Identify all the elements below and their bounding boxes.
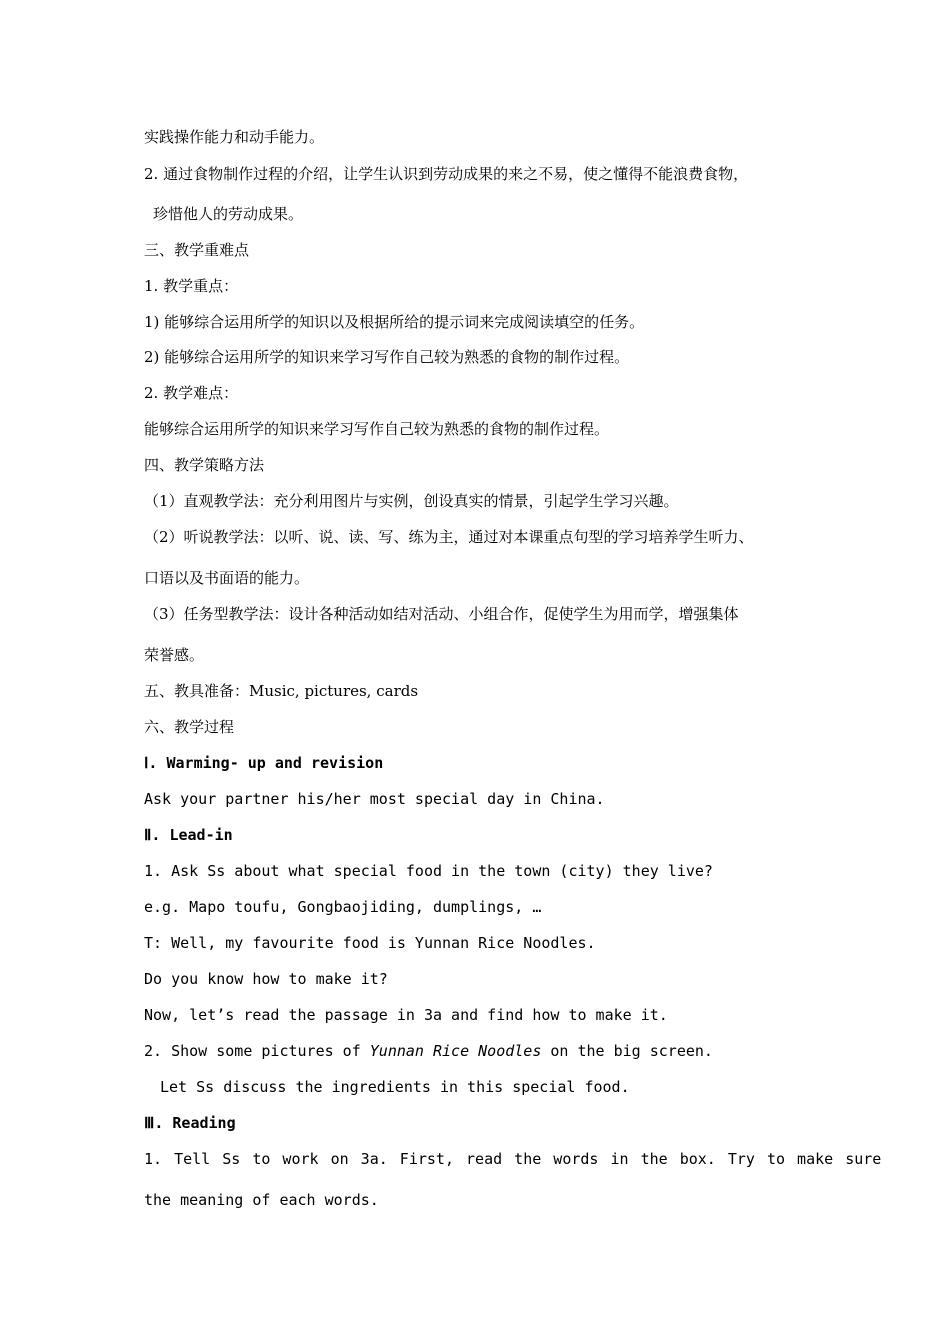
step-3-item-1-cont: the meaning of each words. [144, 1191, 379, 1209]
objective-2: 2. 通过食物制作过程的介绍，让学生认识到劳动成果的来之不易，使之懂得不能浪费食物， [144, 165, 749, 183]
section-heading-4: 四、教学策略方法 [144, 456, 265, 474]
step-2-heading: Ⅱ. Lead-in [144, 826, 233, 844]
step-3-heading: Ⅲ. Reading [144, 1114, 236, 1132]
section-heading-3: 三、教学重难点 [144, 241, 250, 259]
step-3-item-1: 1. Tell Ss to work on 3a. First, read the words in the box. Try to make sure [144, 1150, 882, 1168]
item-2-text-italic: Yunnan Rice Noodles [369, 1042, 542, 1060]
step-1-heading: Ⅰ. Warming- up and revision [144, 754, 384, 772]
section-heading-5: 五、教具准备：Music, pictures, cards [144, 682, 419, 700]
section-heading-6: 六、教学过程 [144, 718, 235, 736]
difficult-points-heading: 2. 教学难点： [144, 384, 239, 402]
strategy-2-cont: 口语以及书面语的能力。 [144, 569, 310, 587]
strategy-1: （1）直观教学法：充分利用图片与实例，创设真实的情景，引起学生学习兴趣。 [144, 492, 679, 510]
strategy-3: （3）任务型教学法：设计各种活动如结对活动、小组合作，促使学生为用而学，增强集体 [144, 605, 739, 623]
step-2-item-2 [144, 1041, 840, 1061]
key-point-1: 1) 能够综合运用所学的知识以及根据所给的提示词来完成阅读填空的任务。 [144, 313, 645, 331]
item-2-text-a: 2. Show some pictures of [144, 1042, 370, 1060]
key-points-heading: 1. 教学重点： [144, 277, 239, 295]
step-2-example: e.g. Mapo toufu, Gongbaojiding, dumplings, … [144, 898, 542, 916]
objective-line-end: 实践操作能力和动手能力。 [144, 128, 325, 146]
strategy-2: （2）听说教学法：以听、说、读、写、练为主，通过对本课重点句型的学习培养学生听力、 [144, 528, 754, 546]
key-point-2: 2) 能够综合运用所学的知识来学习写作自己较为熟悉的食物的制作过程。 [144, 348, 630, 366]
objective-2-cont: 珍惜他人的劳动成果。 [153, 205, 304, 223]
strategy-3-cont: 荣誉感。 [144, 646, 205, 664]
step-1-text: Ask your partner his/her most special day in China. [144, 790, 605, 808]
question-line: Do you know how to make it? [144, 970, 388, 988]
teacher-line: T: Well, my favourite food is Yunnan Rice Noodles. [144, 934, 596, 952]
step-2-item-1: 1. Ask Ss about what special food in the town (city) they live? [144, 862, 713, 880]
item-2-text-c: on the big screen. [541, 1042, 713, 1060]
step-2-item-2-cont: Let Ss discuss the ingredients in this special food. [160, 1078, 630, 1096]
instruction-line: Now, let’s read the passage in 3a and find how to make it. [144, 1006, 668, 1024]
difficult-point-1: 能够综合运用所学的知识来学习写作自己较为熟悉的食物的制作过程。 [144, 420, 610, 438]
